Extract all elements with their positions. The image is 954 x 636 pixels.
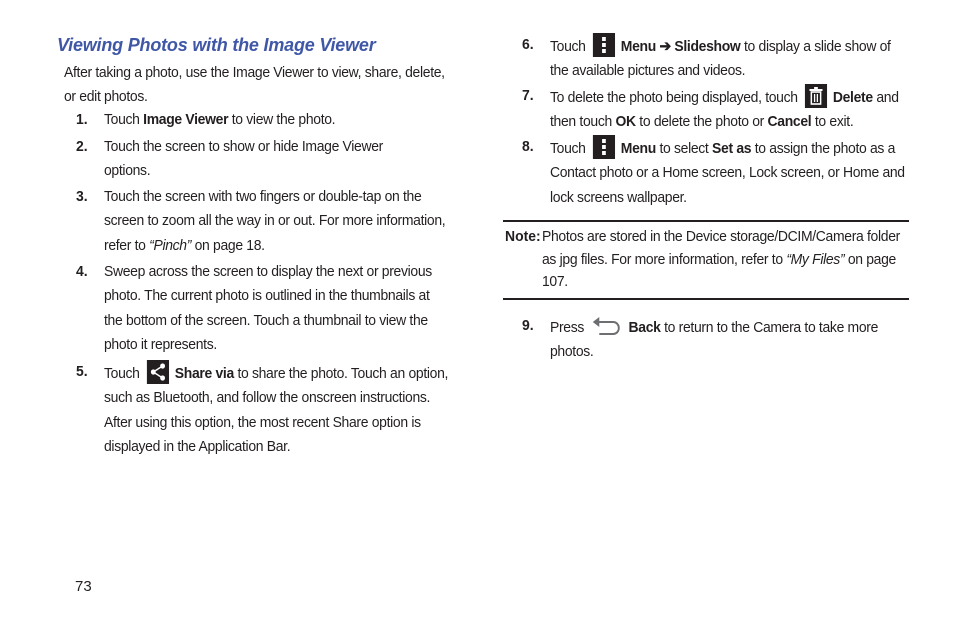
step-text: To delete the photo being displayed, touch Delete and then touch OK to delete the photo or Cancel to exit.	[550, 84, 908, 135]
step-text: Touch Share via to share the photo. Touch an option, such as Bluetooth, and follow the onscreen instructions. After using this option, the most recent Share option is displayed in the Application Bar.	[104, 360, 453, 460]
step-number: 5.	[76, 363, 88, 380]
menu-icon	[593, 135, 615, 159]
ui-term: Menu	[620, 140, 656, 157]
step-number: 7.	[522, 87, 534, 104]
step-text: Press Back to return to the Camera to take more photos.	[550, 314, 908, 365]
back-icon	[591, 314, 623, 338]
page-number: 73	[75, 578, 92, 595]
step-text: Touch the screen to show or hide Image Viewer options.	[104, 138, 383, 180]
ui-term: Image Viewer	[143, 111, 229, 128]
note-top-rule	[503, 220, 909, 222]
step-text: Sweep across the screen to display the next or previous photo. The current photo is outlined in the thumbnails at the bottom of the screen. Touch a thumbnail to view the photo it represents.	[104, 263, 432, 354]
trash-icon	[805, 84, 827, 108]
note-bottom-rule	[503, 298, 909, 300]
ui-term: OK	[615, 113, 636, 131]
step-number: 4.	[76, 263, 88, 280]
ui-term: Delete	[832, 89, 873, 106]
step-text: Touch Menu to select Set as to assign the photo as a Contact photo or a Home screen, Lock screen, or Home and lock screens wallpaper.	[550, 135, 908, 210]
intro-paragraph: After taking a photo, use the Image Viewer to view, share, delete, or edit photos.	[64, 64, 445, 106]
step-number: 2.	[76, 138, 88, 155]
menu-icon	[593, 33, 615, 57]
ui-term: Share via	[174, 365, 234, 382]
ui-term: Menu	[620, 38, 656, 55]
note-text: Photos are stored in the Device storage/DCIM/Camera folder as jpg files. For more information, refer to “My Files” on page 107.	[542, 228, 900, 290]
section-heading: Viewing Photos with the Image Viewer	[57, 35, 376, 55]
step-text: Touch Image Viewer to view the photo.	[104, 111, 336, 128]
step-number: 3.	[76, 188, 88, 205]
ui-term: Set as	[712, 140, 752, 157]
share-icon	[147, 360, 169, 384]
ui-term: Slideshow	[674, 38, 741, 55]
note-label: Note:	[505, 228, 541, 245]
ui-term: Cancel	[767, 113, 812, 131]
step-number: 6.	[522, 36, 534, 53]
step-number: 9.	[522, 317, 534, 334]
step-text: Touch the screen with two fingers or double-tap on the screen to zoom all the way in or out. For more information, refer to “Pinch” on page 18.	[104, 188, 446, 254]
step-number: 1.	[76, 111, 88, 128]
step-number: 8.	[522, 138, 534, 155]
step-text: Touch Menu ➔ Slideshow to display a slide show of the available pictures and videos.	[550, 33, 903, 84]
ui-term: Back	[628, 319, 661, 336]
cross-reference: “Pinch”	[149, 236, 192, 254]
cross-reference: “My Files”	[786, 250, 845, 268]
arrow-icon: ➔	[655, 38, 675, 55]
